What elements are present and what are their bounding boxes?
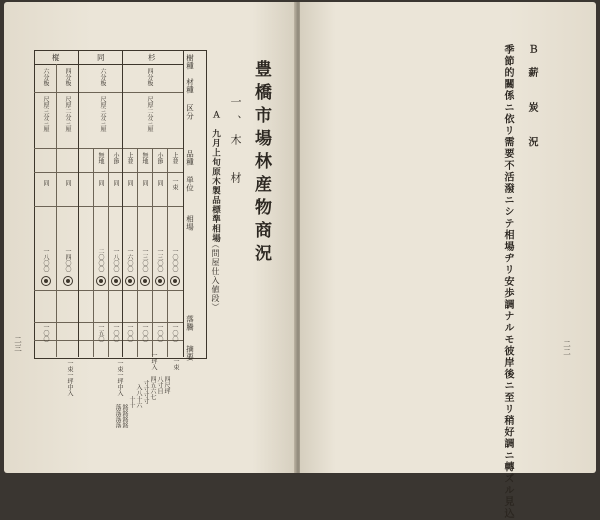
unit-label: 同 — [112, 180, 119, 186]
bullet-circle — [96, 276, 106, 286]
bullet-circle — [125, 276, 135, 286]
price-table — [34, 50, 207, 359]
table-col-line — [56, 64, 57, 357]
table-header-tani: 単位 — [185, 176, 195, 192]
grade-label: 上並 — [126, 152, 133, 164]
table-header-hinshu: 品種 — [185, 150, 195, 166]
unit-label: 同 — [64, 180, 71, 186]
group-header-dou: 同 — [97, 53, 105, 62]
price-value: 一八〇〇 — [42, 248, 49, 272]
price-value: 一四〇〇 — [64, 248, 71, 272]
bullet-circle — [155, 276, 165, 286]
body-paragraph: 季節的關係ニ依リ需要不活潑ニシテ相場ヂリ安歩調ナルモ彼岸後ニ至リ稍好調ニ轉ズル見込 — [502, 44, 513, 520]
table-col-line — [167, 148, 168, 357]
group-header-sugi: 杉 — [148, 53, 156, 62]
spec-label: 尺厚三分三厘 — [99, 96, 106, 132]
grade-label: 小節 — [112, 152, 119, 164]
price-value: 一六〇〇 — [126, 248, 133, 272]
table-header-zaishu: 材種 — [185, 78, 195, 94]
subsection-heading: Ａ 九月上旬原木製品標準相場 — [210, 110, 221, 243]
remark-text: 一束一坪中入 — [66, 360, 73, 396]
spec-label: 尺厚二分三厘 — [146, 96, 153, 132]
unit-label: 一束 — [171, 178, 178, 190]
table-header-kubun: 区分 — [185, 104, 195, 120]
table-header-jushu: 樹種 — [185, 54, 195, 70]
unit-label: 同 — [42, 180, 49, 186]
unit-label: 同 — [97, 180, 104, 186]
page-number-right: 二二 — [562, 340, 572, 356]
spec-label: 尺厚三分三厘 — [42, 96, 49, 132]
price-note: （問屋仕入値段） — [211, 240, 220, 312]
diff-value: 一〇〇 — [126, 324, 133, 342]
remark-pricing: 寸寸寸寸 — [142, 380, 149, 404]
table-header-col-divider — [183, 50, 184, 357]
diff-value: 一〇〇 — [112, 324, 119, 342]
price-value: 一八〇〇 — [112, 248, 119, 272]
group-header-momi: 樅 — [52, 53, 60, 62]
bullet-circle — [41, 276, 51, 286]
table-col-line — [108, 148, 109, 357]
heading-charcoal: Ｂ 薪 炭 況 — [526, 44, 537, 149]
table-col-line — [152, 148, 153, 357]
size-label: 六分板 — [99, 68, 106, 86]
remark-pricing: 十十 — [128, 396, 135, 408]
table-col-line — [93, 148, 94, 357]
remark-pricing: 四尺坪 — [163, 376, 170, 394]
grade-label: 上並 — [171, 152, 178, 164]
price-value: 二〇〇〇 — [97, 248, 104, 272]
grade-label: 無地 — [97, 152, 104, 164]
price-value: 一三〇〇 — [156, 248, 163, 272]
size-label: 四分板 — [146, 68, 153, 86]
bullet-circle — [170, 276, 180, 286]
table-header-rakutou: 落騰 — [185, 315, 195, 331]
spec-label: 尺厚二分三厘 — [64, 96, 71, 132]
unit-label: 同 — [126, 180, 133, 186]
bullet-circle — [140, 276, 150, 286]
table-header-souba: 相場 — [185, 215, 195, 231]
size-label: 六分板 — [42, 68, 49, 86]
table-col-line — [122, 50, 123, 357]
table-col-line — [78, 50, 79, 357]
diff-value: 一〇〇 — [171, 324, 178, 342]
size-label: 四分板 — [64, 68, 71, 86]
table-col-line — [137, 148, 138, 357]
remark-pricing: 八寸目 — [156, 376, 163, 394]
price-value: 一三〇〇 — [141, 248, 148, 272]
right-page — [300, 2, 596, 473]
remark-pricing: 入八十六 — [135, 384, 142, 408]
remark-pricing: 落落落落 — [114, 404, 121, 428]
remark-row-sub: 一坪入 — [150, 352, 157, 370]
unit-label: 同 — [141, 180, 148, 186]
diff-value: 一〇〇 — [42, 324, 49, 342]
page-number-left: 二三 — [13, 336, 23, 352]
page-title: 豊橋市場林産物商況 — [251, 60, 271, 267]
diff-value: 一五〇 — [97, 324, 104, 342]
price-value: 一〇〇〇 — [171, 248, 178, 272]
remark-pricing: 四五六七 — [149, 376, 156, 400]
table-header-tekiyou: 摘要 — [185, 345, 195, 361]
remark-pricing: 銘銘銘銘 — [121, 404, 128, 428]
grade-label: 小節 — [156, 152, 163, 164]
remark-row-top: 一束 — [172, 358, 179, 370]
remark-text: 一束一坪中入 — [116, 360, 123, 396]
diff-value: 一〇〇 — [156, 324, 163, 342]
diff-value: 一〇〇 — [141, 324, 148, 342]
section-heading: 一、木 材 — [229, 96, 242, 191]
bullet-circle — [111, 276, 121, 286]
unit-label: 同 — [156, 180, 163, 186]
bullet-circle — [63, 276, 73, 286]
grade-label: 無地 — [141, 152, 148, 164]
